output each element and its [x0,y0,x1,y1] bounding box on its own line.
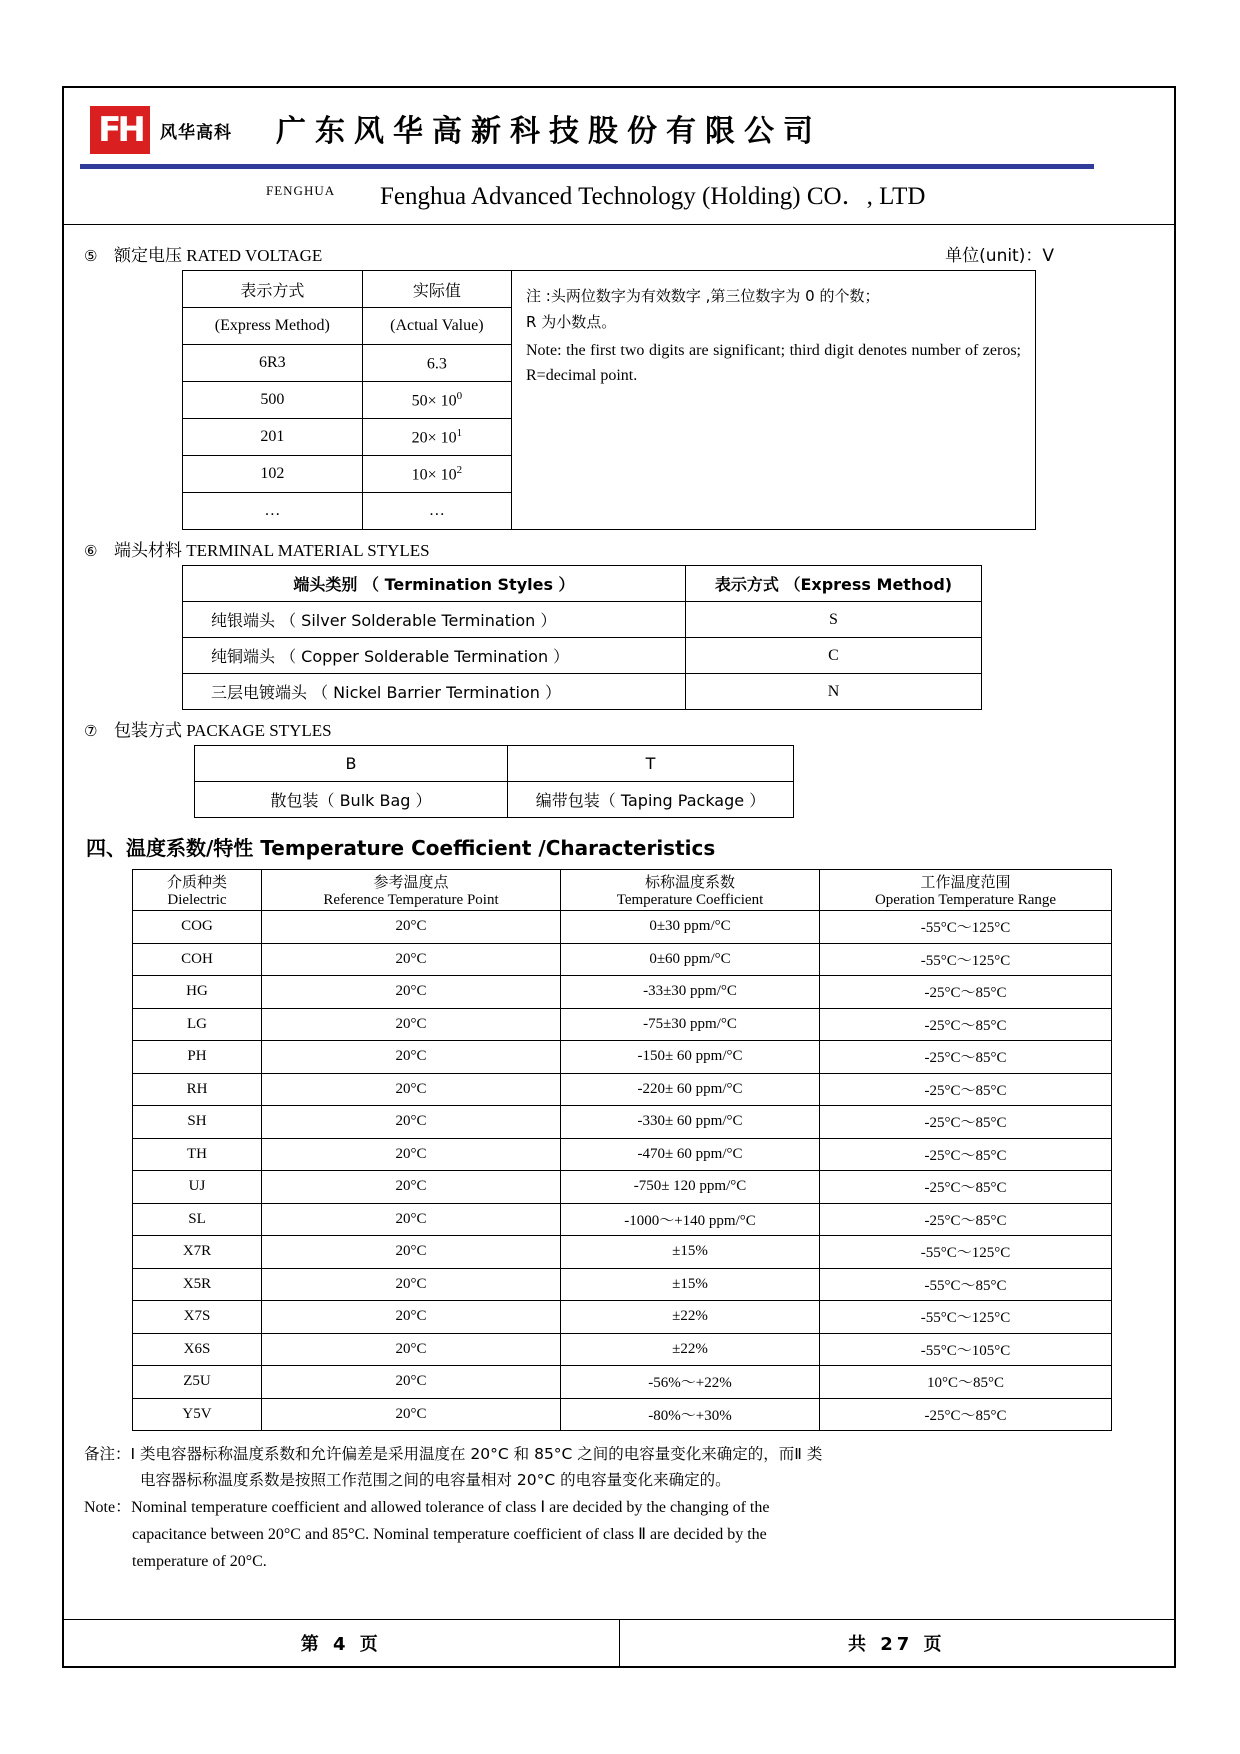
rated-voltage-table [182,270,512,530]
cell-operation-range: -25°C～85°C [820,1171,1112,1204]
table-row [183,674,982,710]
table-row [133,1008,1112,1041]
header-temperature-coefficient: 标称温度系数 Temperature Coefficient [561,870,820,911]
cell-dielectric: COH [133,943,262,976]
temp-note-en-line-1: Note：Nominal temperature coefficient and allowed tolerance of class Ⅰ are decided by the changing of the [84,1498,770,1516]
header-dielectric: 介质种类 Dielectric [133,870,262,911]
cell-package-code: B [195,746,508,782]
cell-operation-range: -25°C～85°C [820,1041,1112,1074]
page-footer [64,1619,1174,1666]
table-row [183,638,982,674]
table-row [183,419,512,456]
cell-temp-coefficient: -75±30 ppm/°C [561,1008,820,1041]
package-title-cn: 包装方式 [114,721,182,741]
table-row [133,1366,1112,1399]
cell-reference-temp: 20°C [262,1041,561,1074]
cell-dielectric: X7R [133,1236,262,1269]
header-reference-temperature: 参考温度点 Reference Temperature Point [262,870,561,911]
table-row [183,602,982,638]
cell-reference-temp: 20°C [262,1203,561,1236]
package-number: ⑦ [84,722,98,740]
terminal-title-cn: 端头材料 [114,541,182,561]
cell-express: 102 [183,456,363,493]
table-row [133,911,1112,944]
cell-reference-temp: 20°C [262,911,561,944]
table-row [133,1333,1112,1366]
fenghua-wordmark: FENGHUA [266,183,336,198]
note-english: Note: the first two digits are significant; third digit denotes number of zeros; R=decimal point. [526,341,1021,385]
cell-dielectric: X6S [133,1333,262,1366]
footer-total-pages: 共 27 页 [847,1634,946,1655]
table-row [133,1268,1112,1301]
temperature-section-title: 四、温度系数/特性 Temperature Coefficient /Characteristics [86,836,716,860]
header-actual-value-cn: 实际值 [362,271,511,308]
cell-reference-temp: 20°C [262,1138,561,1171]
page-header [64,88,1174,225]
cell-operation-range: -25°C～85°C [820,1073,1112,1106]
table-row [133,1301,1112,1334]
cell-operation-range: -55°C～125°C [820,943,1112,976]
temperature-coefficient-table [132,869,1112,1431]
cell-reference-temp: 20°C [262,1268,561,1301]
table-row [195,782,794,818]
cell-operation-range: 10°C～85°C [820,1366,1112,1399]
header-express-method: 表示方式 （Express Method) [686,566,982,602]
cell-operation-range: -25°C～85°C [820,1398,1112,1431]
cell-dielectric: PH [133,1041,262,1074]
temp-note-en-line-3: temperature of 20°C. [132,1553,267,1571]
cell-temp-coefficient: -750± 120 ppm/°C [561,1171,820,1204]
cell-dielectric: X7S [133,1301,262,1334]
company-name-english: Fenghua Advanced Technology (Holding) CO．, LTD [380,183,926,210]
table-row [133,1236,1112,1269]
cell-temp-coefficient: -220± 60 ppm/°C [561,1073,820,1106]
header-actual-value-en: (Actual Value) [362,308,511,345]
cell-temp-coefficient: -470± 60 ppm/°C [561,1138,820,1171]
cell-express: 500 [183,382,363,419]
cell-temp-coefficient: -1000～+140 ppm/°C [561,1203,820,1236]
cell-actual: $20\times 10^1$ [362,419,511,456]
company-name-chinese: 广东风华高新科技股份有限公司 [276,114,822,149]
cell-reference-temp: 20°C [262,1366,561,1399]
cell-reference-temp: 20°C [262,1073,561,1106]
table-row [183,493,512,530]
cell-operation-range: -25°C～85°C [820,1138,1112,1171]
cell-express: 201 [183,419,363,456]
cell-dielectric: HG [133,976,262,1009]
cell-operation-range: -25°C～85°C [820,1008,1112,1041]
table-row [183,382,512,419]
package-title-en: PACKAGE STYLES [186,721,332,740]
temp-note-en-line-2: capacitance between 20°C and 85°C. Nominal temperature coefficient of class Ⅱ are decided by the [132,1525,767,1543]
cell-actual: … [362,493,511,530]
rated-voltage-block [182,270,1154,530]
rated-voltage-title-en: RATED VOLTAGE [186,246,323,265]
terminal-material-table [182,565,982,710]
temperature-notes [84,1441,1154,1575]
cell-operation-range: -55°C～125°C [820,1301,1112,1334]
document-page [62,86,1176,1668]
header-divider-bar [80,164,1094,169]
cell-reference-temp: 20°C [262,943,561,976]
cell-dielectric: RH [133,1073,262,1106]
table-row [133,870,1112,911]
rated-voltage-number: ⑤ [84,247,98,265]
cell-temp-coefficient: ±15% [561,1236,820,1269]
table-row [183,456,512,493]
cell-temp-coefficient: 0±30 ppm/°C [561,911,820,944]
cell-dielectric: UJ [133,1171,262,1204]
package-heading [84,716,1154,741]
header-express-method-en: (Express Method) [183,308,363,345]
cell-dielectric: SH [133,1106,262,1139]
cell-reference-temp: 20°C [262,1008,561,1041]
rated-voltage-unit: 单位(unit)：V [945,246,1054,266]
cell-operation-range: -25°C～85°C [820,1203,1112,1236]
cell-reference-temp: 20°C [262,1171,561,1204]
cell-temp-coefficient: ±15% [561,1268,820,1301]
header-termination-styles: 端头类别 （ Termination Styles ） [183,566,686,602]
terminal-number: ⑥ [84,542,98,560]
cell-actual: $50\times 10^0$ [362,382,511,419]
cell-termination-style: 纯铜端头 （ Copper Solderable Termination ） [183,638,686,674]
header-express-method-cn: 表示方式 [183,271,363,308]
table-row [133,1203,1112,1236]
cell-temp-coefficient: ±22% [561,1333,820,1366]
table-row [195,746,794,782]
note-chinese-line-2: R 为小数点。 [526,313,617,332]
cell-dielectric: COG [133,911,262,944]
cell-dielectric: Y5V [133,1398,262,1431]
note-chinese-line-1: 注 :头两位数字为有效数字 ,第三位数字为 0 的个数； [526,287,880,305]
table-row [133,1171,1112,1204]
logo-glyph: FH [98,110,142,150]
table-row [183,566,982,602]
company-logo-icon [90,106,150,154]
rated-voltage-note [512,270,1036,530]
cell-express: … [183,493,363,530]
cell-reference-temp: 20°C [262,1301,561,1334]
cell-reference-temp: 20°C [262,976,561,1009]
cell-package-name: 编带包装（ Taping Package ） [508,782,794,818]
temp-note-cn-line-1: 备注：Ⅰ 类电容器标称温度系数和允许偏差是采用温度在 20°C 和 85°C 之间的电容量变化来确定的，而Ⅱ 类 [84,1445,823,1463]
cell-temp-coefficient: ±22% [561,1301,820,1334]
cell-dielectric: LG [133,1008,262,1041]
cell-reference-temp: 20°C [262,1398,561,1431]
cell-operation-range: -55°C～85°C [820,1268,1112,1301]
table-row [183,271,512,308]
cell-dielectric: TH [133,1138,262,1171]
cell-operation-range: -25°C～85°C [820,976,1112,1009]
cell-temp-coefficient: -80%～+30% [561,1398,820,1431]
cell-reference-temp: 20°C [262,1106,561,1139]
package-styles-table [194,745,794,818]
cell-actual: $10\times 10^2$ [362,456,511,493]
cell-package-name: 散包装（ Bulk Bag ） [195,782,508,818]
cell-temp-coefficient: 0±60 ppm/°C [561,943,820,976]
cell-temp-coefficient: -33±30 ppm/°C [561,976,820,1009]
terminal-title-en: TERMINAL MATERIAL STYLES [186,541,430,560]
table-row [133,976,1112,1009]
cell-temp-coefficient: -330± 60 ppm/°C [561,1106,820,1139]
cell-operation-range: -25°C～85°C [820,1106,1112,1139]
cell-package-code: T [508,746,794,782]
header-operation-range: 工作温度范围 Operation Temperature Range [820,870,1112,911]
page-content [64,225,1174,1575]
temp-note-cn-line-2: 电容器标称温度系数是按照工作范围之间的电容量相对 20°C 的电容量变化来确定的。 [140,1471,731,1490]
cell-temp-coefficient: -150± 60 ppm/°C [561,1041,820,1074]
logo-chinese-name: 风华高科 [160,123,232,143]
cell-termination-style: 纯银端头 （ Silver Solderable Termination ） [183,602,686,638]
cell-operation-range: -55°C～125°C [820,911,1112,944]
table-row [133,1106,1112,1139]
cell-actual: 6.3 [362,345,511,382]
cell-operation-range: -55°C～125°C [820,1236,1112,1269]
table-row [183,308,512,345]
cell-termination-code: S [686,602,982,638]
table-row [133,943,1112,976]
cell-termination-code: C [686,638,982,674]
cell-termination-style: 三层电镀端头 （ Nickel Barrier Termination ） [183,674,686,710]
cell-reference-temp: 20°C [262,1333,561,1366]
cell-dielectric: Z5U [133,1366,262,1399]
table-row [133,1138,1112,1171]
cell-temp-coefficient: -56%～+22% [561,1366,820,1399]
cell-dielectric: X5R [133,1268,262,1301]
cell-reference-temp: 20°C [262,1236,561,1269]
cell-express: 6R3 [183,345,363,382]
cell-dielectric: SL [133,1203,262,1236]
rated-voltage-title-cn: 额定电压 [114,246,182,266]
cell-operation-range: -55°C～105°C [820,1333,1112,1366]
table-row [133,1073,1112,1106]
footer-page-number: 第 4 页 [64,1620,620,1666]
table-row [183,345,512,382]
cell-termination-code: N [686,674,982,710]
terminal-heading [84,536,1154,561]
table-row [133,1398,1112,1431]
rated-voltage-heading [84,241,1154,266]
table-row [133,1041,1112,1074]
